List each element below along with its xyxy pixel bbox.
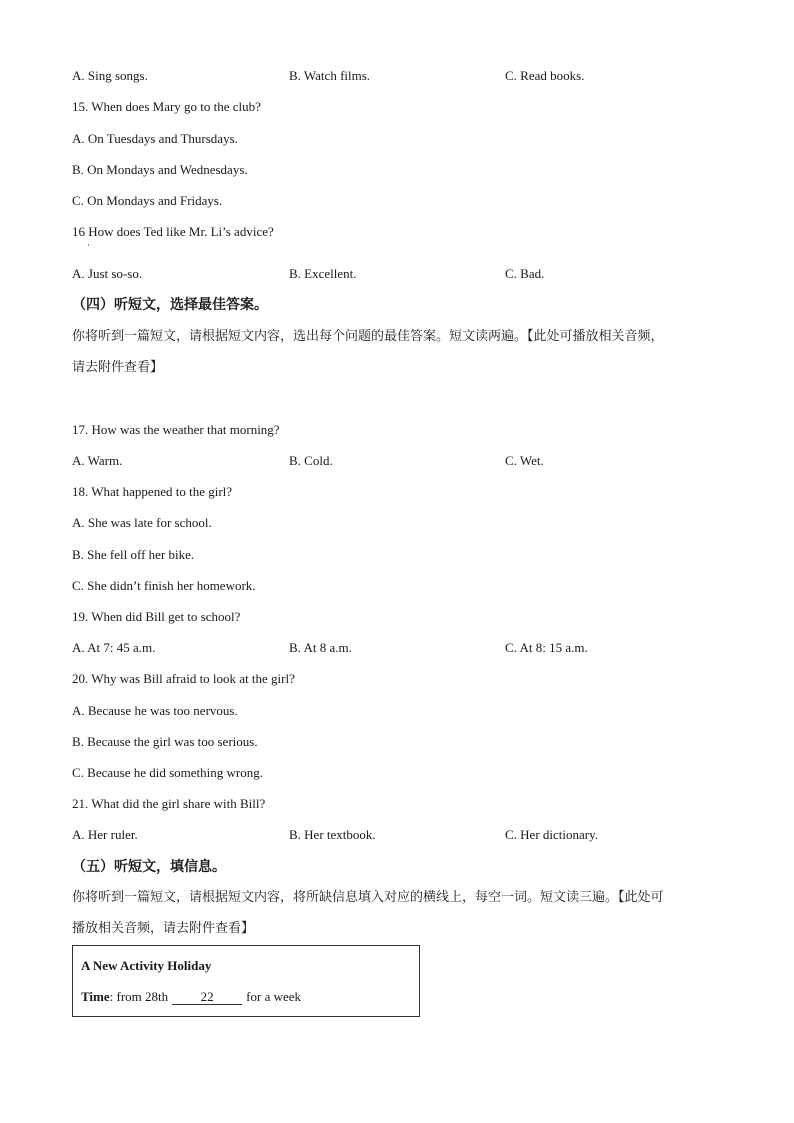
q17-option-c: C. Wet.: [505, 453, 544, 468]
q19-question: 19. When did Bill get to school?: [72, 609, 241, 624]
info-table-title: A New Activity Holiday: [81, 958, 212, 973]
section5-heading: （五）听短文，填信息。: [72, 859, 226, 875]
q20-option-a: A. Because he was too nervous.: [72, 703, 238, 718]
q19-option-a: A. At 7: 45 a.m.: [72, 640, 156, 655]
q19-option-b: B. At 8 a.m.: [289, 640, 352, 655]
time-suffix: for a week: [246, 989, 302, 1004]
section4-instruction-line2: 请去附件查看】: [72, 360, 164, 375]
q15-option-b: B. On Mondays and Wednesdays.: [72, 162, 248, 177]
q18-option-b: B. She fell off her bike.: [72, 547, 195, 562]
q16-dot-mark: ·: [87, 240, 90, 250]
q21-option-c: C. Her dictionary.: [505, 827, 599, 842]
q17-question: 17. How was the weather that morning?: [72, 422, 280, 437]
q20-question: 20. Why was Bill afraid to look at the girl?: [72, 671, 295, 686]
q21-option-b: B. Her textbook.: [289, 827, 376, 842]
q18-option-a: A. She was late for school.: [72, 515, 212, 530]
section5-instruction-line2: 播放相关音频，请去附件查看】: [72, 921, 255, 936]
q15-question: 15. When does Mary go to the club?: [72, 99, 261, 114]
info-table-time-row: [81, 989, 301, 1005]
q16-question: 16 How does Ted like Mr. Li’s advice?: [72, 224, 274, 239]
section4-instruction-line1: 你将听到一篇短文，请根据短文内容，选出每个问题的最佳答案。短文读两遍。【此处可播放相关音频，: [72, 329, 664, 344]
q21-question: 21. What did the girl share with Bill?: [72, 796, 266, 811]
q16-option-c: C. Bad.: [505, 266, 545, 281]
q18-option-c: C. She didn’t finish her homework.: [72, 578, 256, 593]
q20-option-c: C. Because he did something wrong.: [72, 765, 263, 780]
answer-blank-22[interactable]: 22: [172, 990, 242, 1005]
section4-heading: （四）听短文，选择最佳答案。: [72, 297, 268, 313]
time-prefix: : from 28th: [109, 989, 169, 1004]
q21-option-a: A. Her ruler.: [72, 827, 138, 842]
q17-option-b: B. Cold.: [289, 453, 333, 468]
q14-option-a: A. Sing songs.: [72, 68, 148, 83]
q18-question: 18. What happened to the girl?: [72, 484, 233, 499]
q17-option-a: A. Warm.: [72, 453, 123, 468]
time-label: Time: [81, 989, 110, 1004]
q15-option-c: C. On Mondays and Fridays.: [72, 193, 223, 208]
q19-option-c: C. At 8: 15 a.m.: [505, 640, 588, 655]
q14-option-c: C. Read books.: [505, 68, 585, 83]
info-table: [72, 945, 420, 1017]
q14-option-b: B. Watch films.: [289, 68, 371, 83]
q20-option-b: B. Because the girl was too serious.: [72, 734, 258, 749]
section5-instruction-line1: 你将听到一篇短文，请根据短文内容，将所缺信息填入对应的横线上，每空一词。短文读三遍。【此处可: [72, 890, 664, 905]
q16-option-a: A. Just so-so.: [72, 266, 143, 281]
q15-option-a: A. On Tuesdays and Thursdays.: [72, 131, 238, 146]
q16-option-b: B. Excellent.: [289, 266, 357, 281]
